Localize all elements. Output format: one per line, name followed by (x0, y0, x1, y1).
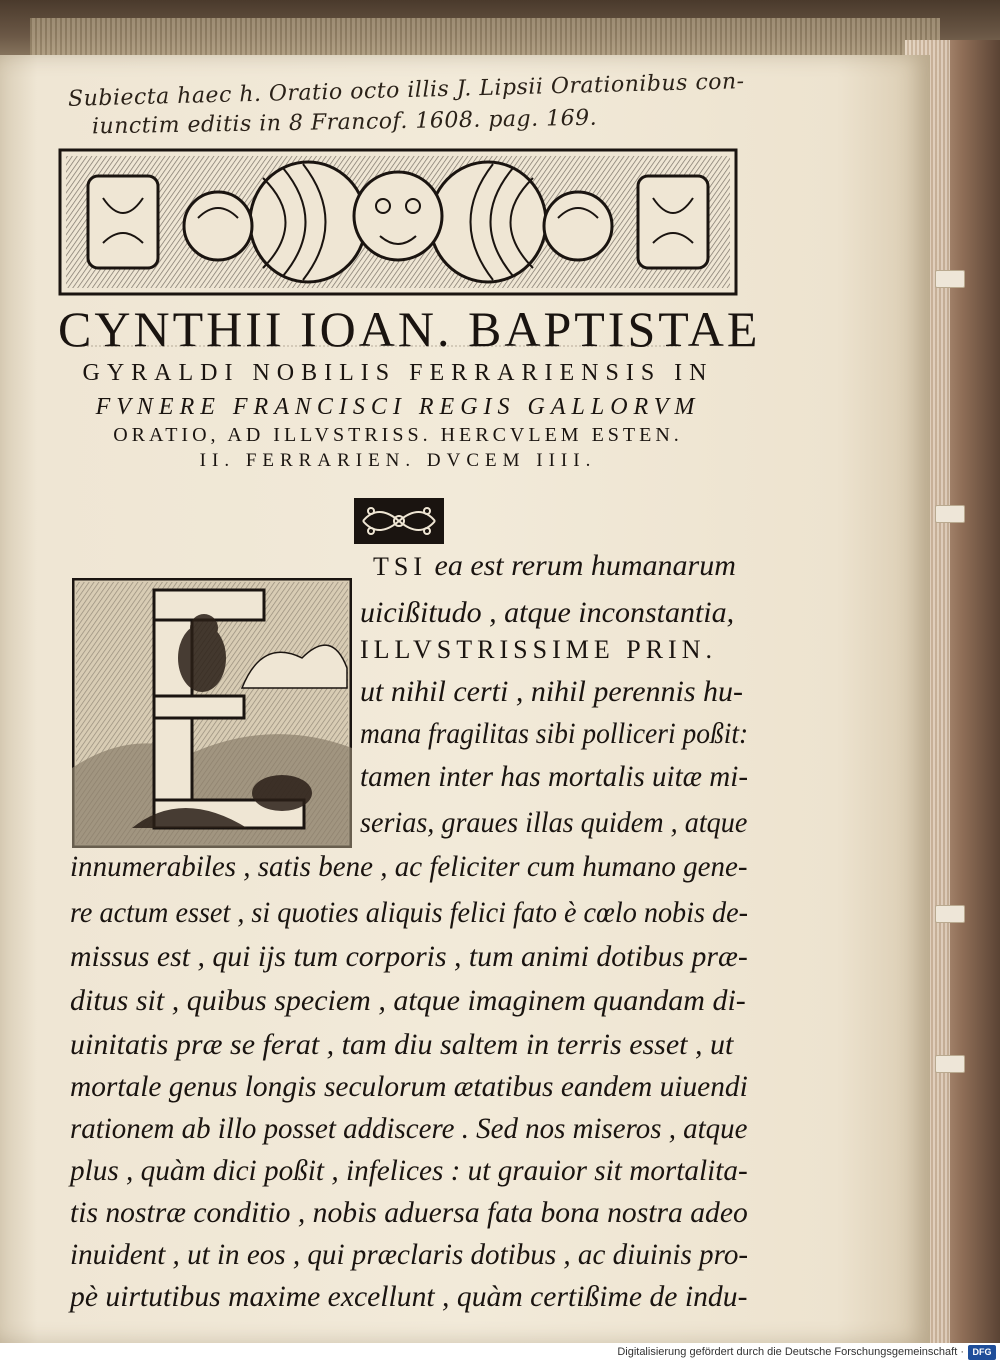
title-line-3: FVNERE FRANCISCI REGIS GALLORVM (95, 394, 701, 420)
text-line: innumerabiles , satis bene , ac feliciter cum humano gene- (70, 850, 748, 883)
digitization-credit-text: Digitalisierung gefördert durch die Deutsche Forschungsgemeinschaft · (617, 1346, 964, 1358)
text-line: serias, graues illas quidem , atque (360, 806, 748, 839)
text-line: inuident , ut in eos , qui præclaris dotibus , ac diuinis pro- (70, 1238, 749, 1271)
page-tab (935, 905, 965, 923)
page-tab (935, 1055, 965, 1073)
ornamental-headpiece (58, 148, 738, 296)
text-line: tamen inter has mortalis uitæ mi- (360, 760, 749, 793)
fleuron-ornament (353, 497, 445, 545)
text-span: ea est rerum humanarum (427, 549, 736, 582)
text-line: ut nihil certi , nihil perennis hu- (360, 675, 744, 708)
initial-caps: TSI (373, 552, 427, 581)
text-line: rationem ab illo posset addiscere . Sed nos miseros , atque (70, 1112, 748, 1145)
text-line: re actum esset , si quoties aliquis felici fato è cœlo nobis de- (70, 896, 749, 929)
address-caps: ILLVSTRISSIME PRIN. (360, 635, 717, 664)
decorated-initial-e (72, 578, 352, 848)
text-line: mana fragilitas sibi polliceri poßit: (360, 717, 749, 750)
book-top-edge (0, 0, 1000, 60)
digitization-credit-bar (0, 1343, 1000, 1363)
title-line-4: ORATIO, AD ILLVSTRISS. HERCVLEM ESTEN. (113, 424, 683, 446)
handwritten-note-line-2: iunctim editis in 8 Francof. 1608. pag. 169. (91, 105, 598, 140)
title-line-1: CYNTHII IOAN. BAPTISTAE (58, 301, 761, 357)
text-line: ditus sit , quibus speciem , atque imaginem quandam di- (70, 984, 746, 1017)
handwritten-note-line-1: Subiecta haec h. Oratio octo illis J. Lipsii Orationibus con- (67, 69, 745, 112)
text-line: mortale genus longis seculorum ætatibus eandem uiuendi (70, 1070, 748, 1103)
dfg-logo: DFG (968, 1345, 996, 1360)
text-line: tis nostræ conditio , nobis aduersa fata bona nostra adeo (70, 1196, 748, 1229)
text-line: missus est , qui ijs tum corporis , tum animi dotibus præ- (70, 940, 748, 973)
page-tab (935, 270, 965, 288)
title-line-5: II. FERRARIEN. DVCEM IIII. (199, 450, 597, 471)
text-line (373, 551, 736, 581)
text-line: plus , quàm dici poßit , infelices : ut grauior sit mortalita- (70, 1154, 748, 1187)
page-tab (935, 505, 965, 523)
text-line: pè uirtutibus maxime excellunt , quàm certißime de indu- (70, 1280, 748, 1313)
text-line: uinitatis præ se ferat , tam diu saltem in terris esset , ut (70, 1028, 734, 1061)
title-line-2: GYRALDI NOBILIS FERRARIENSIS IN (82, 360, 714, 386)
text-line: uicißitudo , atque inconstantia, (360, 596, 735, 629)
